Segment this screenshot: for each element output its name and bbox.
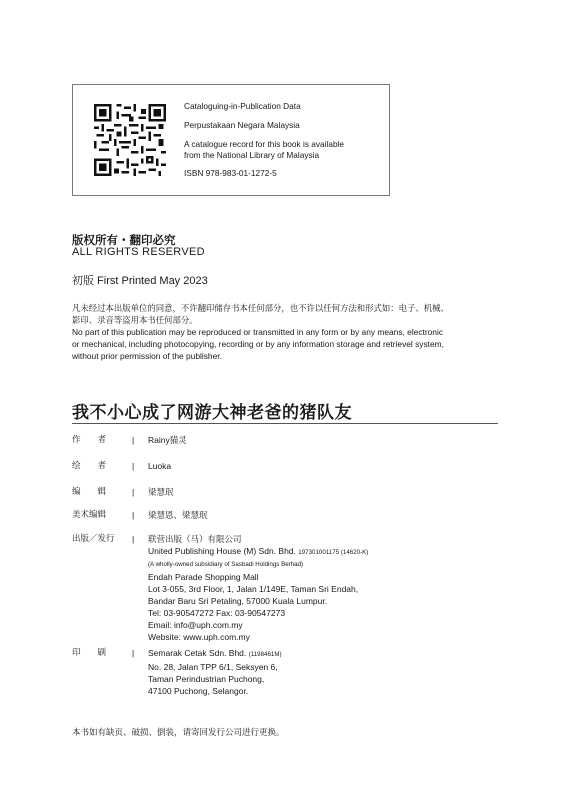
publisher-details <box>148 533 368 643</box>
credit-separator: | <box>132 487 135 497</box>
cip-isbn: ISBN 978-983-01-1272-5 <box>184 168 277 178</box>
book-title: 我不小心成了网游大神老爸的猪队友 <box>72 403 352 423</box>
notice-en-line1: No part of this publication may be reproduced or transmitted in any form or by any means, electronic <box>72 327 444 337</box>
printer-details <box>148 647 282 697</box>
rights-en: ALL RIGHTS RESERVED <box>72 246 205 258</box>
printer-name: Semarak Cetak Sdn. Bhd. <box>148 648 247 658</box>
credit-separator: | <box>132 648 135 658</box>
credit-label: 出版／发行 <box>72 534 115 544</box>
cip-text <box>184 101 344 187</box>
credit-label: 编 辑 <box>72 487 107 497</box>
credit-value: Rainy猫灵 <box>148 435 187 445</box>
publisher-email: Email: info@uph.com.my <box>148 620 243 630</box>
credit-separator: | <box>132 461 135 471</box>
footer-note: 本书如有缺页、破损、倒装，请寄回发行公司进行更换。 <box>72 728 285 738</box>
notice-cn-line1: 凡未经过本出版单位的同意，不许翻印储存书本任何部分，也不许以任何方法和形式如：电子、机械、 <box>72 303 449 313</box>
qr-code-icon <box>94 104 166 176</box>
credit-label: 作 者 <box>72 435 107 445</box>
publisher-address3: Bandar Baru Sri Petaling, 57000 Kuala Lumpur. <box>148 596 328 606</box>
publisher-tel: Tel: 03-90547272 Fax: 03-90547273 <box>148 608 286 618</box>
publisher-website: Website: www.uph.com.my <box>148 632 250 642</box>
notice-en-line3: without prior permission of the publisher. <box>72 351 222 361</box>
credit-separator: | <box>132 534 135 544</box>
printer-address3: 47100 Puchong, Selangor. <box>148 686 249 696</box>
cip-box <box>72 84 390 196</box>
publisher-address1: Endah Parade Shopping Mall <box>148 572 259 582</box>
publisher-reg-no: 197301001175 (14620-K) <box>298 549 369 556</box>
printer-name-line <box>148 647 282 661</box>
rights-cn: 版权所有・翻印必究 <box>72 233 176 247</box>
notice-en-line2: or mechanical, including photocopying, recording or by any information storage and retrievel system, <box>72 339 444 349</box>
cip-record <box>184 139 344 161</box>
credit-value: 梁慧恩、梁慧珉 <box>148 510 208 520</box>
credit-label: 美术编辑 <box>72 510 107 520</box>
title-divider <box>72 423 498 424</box>
printer-reg-no: (1198461M) <box>248 651 282 658</box>
printer-address2: Taman Perindustrian Puchong, <box>148 674 265 684</box>
credit-value: 梁慧珉 <box>148 487 174 497</box>
publisher-name-en-line <box>148 545 368 559</box>
credit-value: Luoka <box>148 461 172 471</box>
publisher-subsidiary: (A wholly-owned subsidiary of Sasbadi Holdings Berhad) <box>148 561 304 568</box>
credit-label: 印 刷 <box>72 648 107 658</box>
copyright-notice <box>72 302 512 362</box>
cip-library: Perpustakaan Negara Malaysia <box>184 120 300 130</box>
notice-cn-line2: 影印、录音等盗用本书任何部分。 <box>72 315 198 325</box>
credit-separator: | <box>132 435 135 445</box>
publisher-address2: Lot 3-055, 3rd Floor, 1, Jalan 1/149E, Taman Sri Endah, <box>148 584 359 594</box>
cip-record-line2: from the National Library of Malaysia <box>184 150 320 160</box>
credit-label: 绘 者 <box>72 461 107 471</box>
cip-record-line1: A catalogue record for this book is available <box>184 139 345 149</box>
publisher-name-cn: 联营出版（马）有限公司 <box>148 534 242 544</box>
publisher-name-en: United Publishing House (M) Sdn. Bhd. <box>148 546 296 556</box>
printer-address1: No. 28, Jalan TPP 6/1, Seksyen 6, <box>148 662 278 672</box>
cip-title: Cataloguing-in-Publication Data <box>184 101 301 111</box>
first-printed: 初版 First Printed May 2023 <box>72 275 208 287</box>
credit-separator: | <box>132 510 135 520</box>
